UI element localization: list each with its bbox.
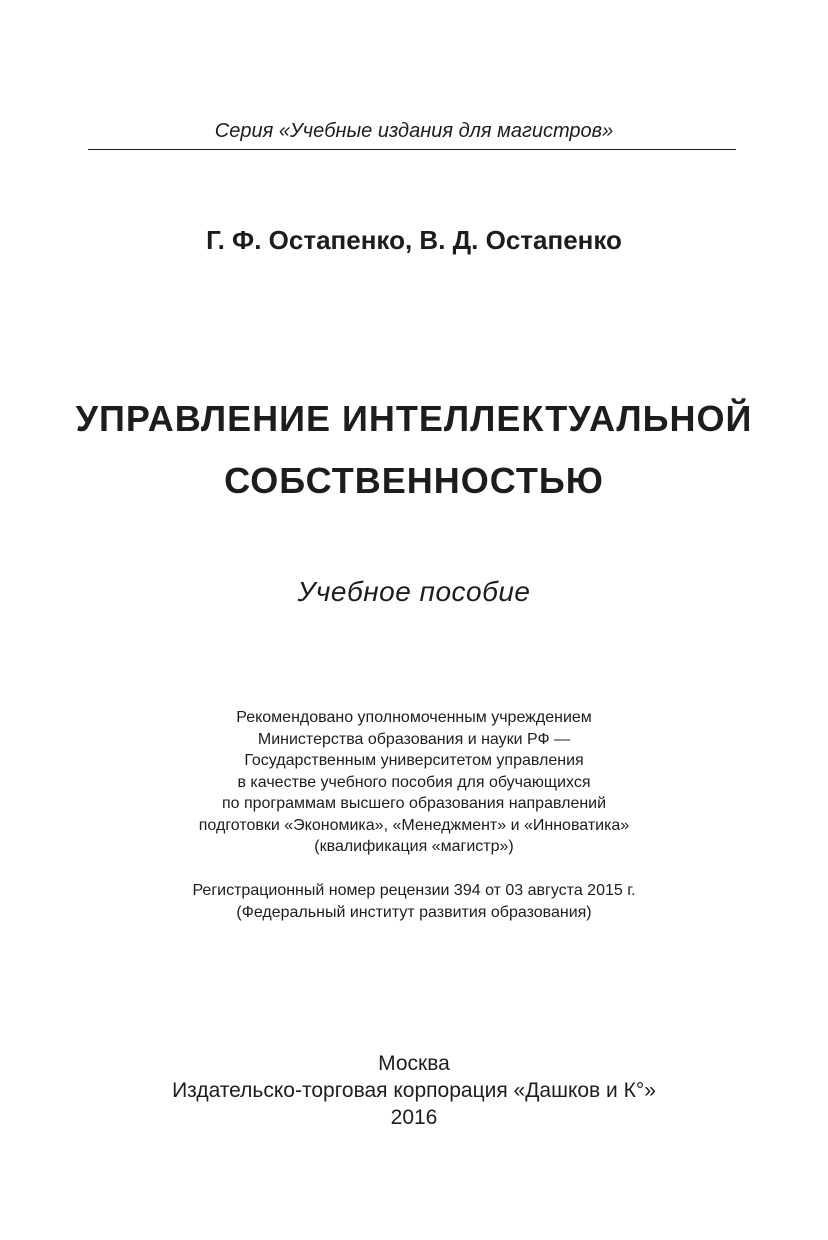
recommendation-line: подготовки «Экономика», «Менеджмент» и «Инноватика» [198,816,630,834]
imprint-publisher: Издательско-торговая корпорация «Дашков и К°» [172,1079,656,1102]
recommendation-block [0,707,828,858]
registration-block [0,880,828,923]
series-title: Серия «Учебные издания для магистров» [214,120,614,142]
imprint-city: Москва [378,1052,450,1075]
authors: Г. Ф. Остапенко, В. Д. Остапенко [206,225,622,255]
recommendation-line: Государственным университетом управления [244,752,584,769]
book-subtitle: Учебное пособие [297,576,531,607]
book-title-line-2: СОБСТВЕННОСТЬЮ [224,460,604,501]
book-title [0,388,828,512]
recommendation-line: в качестве учебного пособия для обучающихся [237,773,591,791]
registration-line: (Федеральный институт развития образования) [236,903,592,921]
series-divider [88,149,736,150]
book-title-line-1: УПРАВЛЕНИЕ ИНТЕЛЛЕКТУАЛЬНОЙ [75,398,753,439]
recommendation-line: (квалификация «магистр») [314,838,514,855]
registration-line: Регистрационный номер рецензии 394 от 03 августа 2015 г. [192,882,636,899]
imprint-year: 2016 [390,1106,438,1129]
imprint-block [0,1050,828,1131]
recommendation-line: по программам высшего образования направлений [221,795,607,812]
recommendation-line: Рекомендовано уполномоченным учреждением [236,709,592,726]
recommendation-line: Министерства образования и науки РФ — [257,730,571,748]
